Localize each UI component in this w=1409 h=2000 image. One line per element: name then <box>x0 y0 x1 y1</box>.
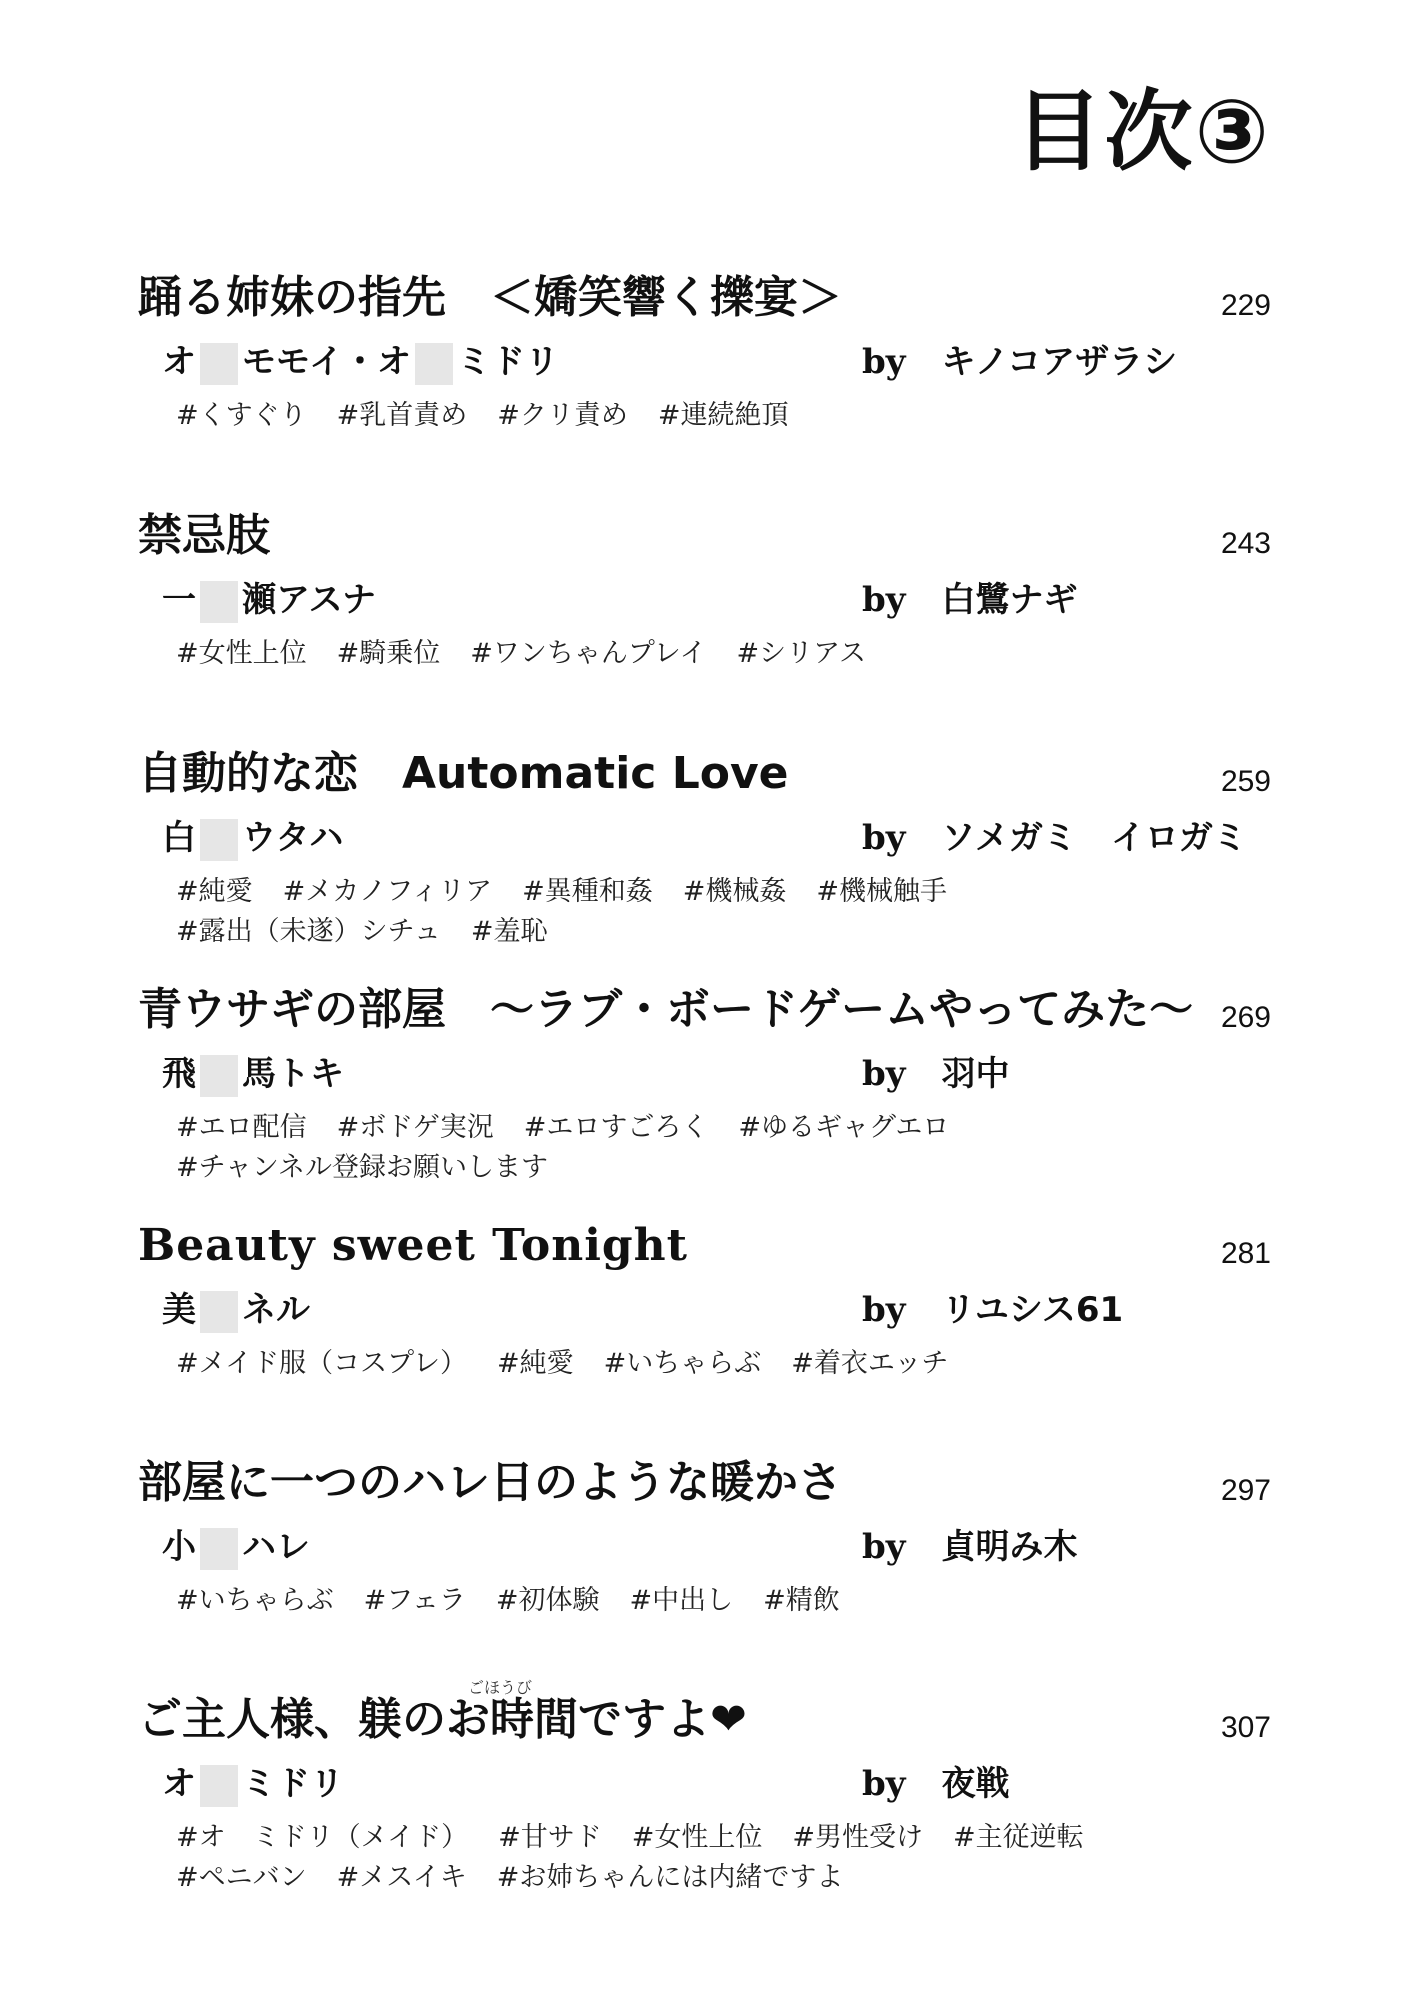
author-name: リユシス61 <box>941 1290 1124 1330</box>
page-number: 229 <box>1220 289 1271 322</box>
tag: #シリアス <box>736 638 866 669</box>
character-name <box>162 1288 310 1333</box>
tag-line <box>176 872 1276 912</box>
censor-mask <box>200 343 238 385</box>
censor-mask <box>200 581 238 623</box>
entry-title: Beauty sweet Tonight <box>138 1220 688 1271</box>
tag: #ペニバン <box>176 1862 307 1893</box>
censor-mask <box>200 1765 238 1807</box>
by-label: by <box>862 580 906 620</box>
character-name <box>162 578 376 623</box>
tag: #主従逆転 <box>952 1822 1084 1853</box>
toc-entry <box>0 508 1409 738</box>
character-name <box>162 1762 344 1807</box>
tag: #エロすごろく <box>523 1112 709 1143</box>
character-name-part: ミドリ <box>456 342 559 382</box>
character-name-part: モモイ・オ <box>242 342 411 382</box>
tag-list <box>176 872 1276 952</box>
entry-title: 踊る姉妹の指先 ＜嬌笑響く擽宴＞ <box>138 272 842 323</box>
tag: #純愛 <box>176 876 253 907</box>
tag-list <box>176 634 1276 674</box>
tag: #精飲 <box>763 1585 840 1616</box>
author-name: 貞明み木 <box>941 1527 1078 1567</box>
tag-list <box>176 396 1276 436</box>
toc-entry <box>0 1455 1409 1685</box>
tag: #チャンネル登録お願いします <box>176 1152 549 1183</box>
tag: #露出（未遂）シチュ <box>176 916 441 947</box>
author-credit <box>862 578 1078 622</box>
censor-mask <box>200 1055 238 1097</box>
tag: #羞恥 <box>470 916 548 947</box>
tag: #いちゃらぶ <box>603 1348 762 1379</box>
tag: #くすぐり <box>176 400 307 431</box>
tag-list <box>176 1581 1276 1621</box>
character-name-part: 小 <box>162 1527 196 1567</box>
tag: #乳首責め <box>336 400 468 431</box>
author-credit <box>862 1052 1010 1096</box>
toc-entry <box>0 1678 1409 1922</box>
tag: #連続絶頂 <box>657 400 789 431</box>
tag-line <box>176 1148 1276 1188</box>
tag-line <box>176 1858 1276 1898</box>
tag: #メイド服（コスプレ） <box>176 1348 468 1379</box>
tag: #騎乗位 <box>336 638 441 669</box>
tag: #甘サド <box>498 1822 602 1853</box>
tag: #フェラ <box>363 1585 466 1616</box>
censor-mask <box>200 1528 238 1570</box>
character-name <box>162 340 559 385</box>
tag-line <box>176 634 1276 674</box>
tag: #初体験 <box>495 1585 600 1616</box>
page-number: 259 <box>1220 765 1271 798</box>
by-label: by <box>862 1054 906 1094</box>
tag-list <box>176 1108 1276 1188</box>
by-label: by <box>862 818 906 858</box>
by-label: by <box>862 342 906 382</box>
by-label: by <box>862 1290 906 1330</box>
page-title: 目次③ <box>1014 80 1271 183</box>
tag-line <box>176 1818 1276 1858</box>
character-name-part: ミドリ <box>242 1764 344 1804</box>
author-name: 羽中 <box>941 1054 1010 1094</box>
tag-line <box>176 396 1276 436</box>
character-name-part: 飛 <box>162 1054 196 1094</box>
by-label: by <box>862 1527 906 1567</box>
entry-title: 部屋に一つのハレ日のような暖かさ <box>138 1457 842 1508</box>
page-number: 243 <box>1220 527 1271 560</box>
page-number: 307 <box>1220 1711 1271 1744</box>
tag: #メスイキ <box>336 1862 467 1893</box>
character-name-part: ハレ <box>242 1527 310 1567</box>
toc-entry <box>0 746 1409 976</box>
character-name-part: ウタハ <box>242 818 344 858</box>
tag: #男性受け <box>792 1822 923 1853</box>
tag: #エロ配信 <box>176 1112 307 1143</box>
tag-list <box>176 1344 1276 1384</box>
character-name-part: 白 <box>162 818 196 858</box>
author-name: 白鷺ナギ <box>941 580 1078 620</box>
tag: #純愛 <box>497 1348 574 1379</box>
tag-line <box>176 1344 1276 1384</box>
page-number: 269 <box>1220 1001 1271 1034</box>
tag: #お姉ちゃんには内緒ですよ <box>496 1862 844 1893</box>
character-name <box>162 816 343 861</box>
character-name-part: オ <box>162 1764 196 1804</box>
character-name <box>162 1525 310 1570</box>
toc-entry <box>0 982 1409 1212</box>
tag: #機械姦 <box>682 876 787 907</box>
tag-line <box>176 1581 1276 1621</box>
tag: #ボドゲ実況 <box>336 1112 494 1143</box>
character-name-part: 瀬アスナ <box>242 580 376 620</box>
entry-title: 青ウサギの部屋 ～ラブ・ボードゲームやってみた～ <box>138 984 1194 1035</box>
author-name: キノコアザラシ <box>941 342 1178 382</box>
tag: #着衣エッチ <box>791 1348 949 1379</box>
entry-title: ご主人様、躾のお時間ですよ❤ <box>138 1694 747 1745</box>
tag: #機械触手 <box>816 876 947 907</box>
character-name-part: 美 <box>162 1290 196 1330</box>
censor-mask <box>200 819 238 861</box>
furigana: ごほうび <box>468 1678 533 1697</box>
author-credit <box>862 1288 1123 1332</box>
character-name-part: 一 <box>162 580 196 620</box>
tag: #異種和姦 <box>522 876 653 907</box>
tag: #オ ミドリ（メイド） <box>176 1822 469 1853</box>
author-credit <box>862 340 1177 384</box>
toc-entry <box>0 270 1409 500</box>
tag: #中出し <box>629 1585 734 1616</box>
tag: #メカノフィリア <box>282 876 493 907</box>
tag: #ゆるギャグエロ <box>738 1112 950 1143</box>
author-name: ソメガミ イロガミ <box>941 818 1247 858</box>
page-number: 281 <box>1220 1237 1271 1270</box>
page-number: 297 <box>1220 1474 1271 1507</box>
toc-entry <box>0 1218 1409 1448</box>
tag: #クリ責め <box>497 400 628 431</box>
tag-list <box>176 1818 1276 1898</box>
character-name-part: オ <box>162 342 196 382</box>
by-label: by <box>862 1764 906 1804</box>
character-name-part: 馬トキ <box>242 1054 344 1094</box>
tag: #ワンちゃんプレイ <box>470 638 707 669</box>
tag-line <box>176 912 1276 952</box>
entry-title-wrap <box>138 1678 747 1748</box>
author-credit <box>862 1525 1078 1569</box>
censor-mask <box>415 343 453 385</box>
tag-line <box>176 1108 1276 1148</box>
author-name: 夜戦 <box>941 1764 1010 1804</box>
tag: #女性上位 <box>631 1822 763 1853</box>
character-name <box>162 1052 344 1097</box>
censor-mask <box>200 1291 238 1333</box>
author-credit <box>862 816 1247 860</box>
entry-title: 禁忌肢 <box>138 510 270 561</box>
character-name-part: ネル <box>242 1290 310 1330</box>
tag: #いちゃらぶ <box>176 1585 334 1616</box>
tag: #女性上位 <box>176 638 307 669</box>
author-credit <box>862 1762 1010 1806</box>
entry-title: 自動的な恋 Automatic Love <box>138 748 789 799</box>
